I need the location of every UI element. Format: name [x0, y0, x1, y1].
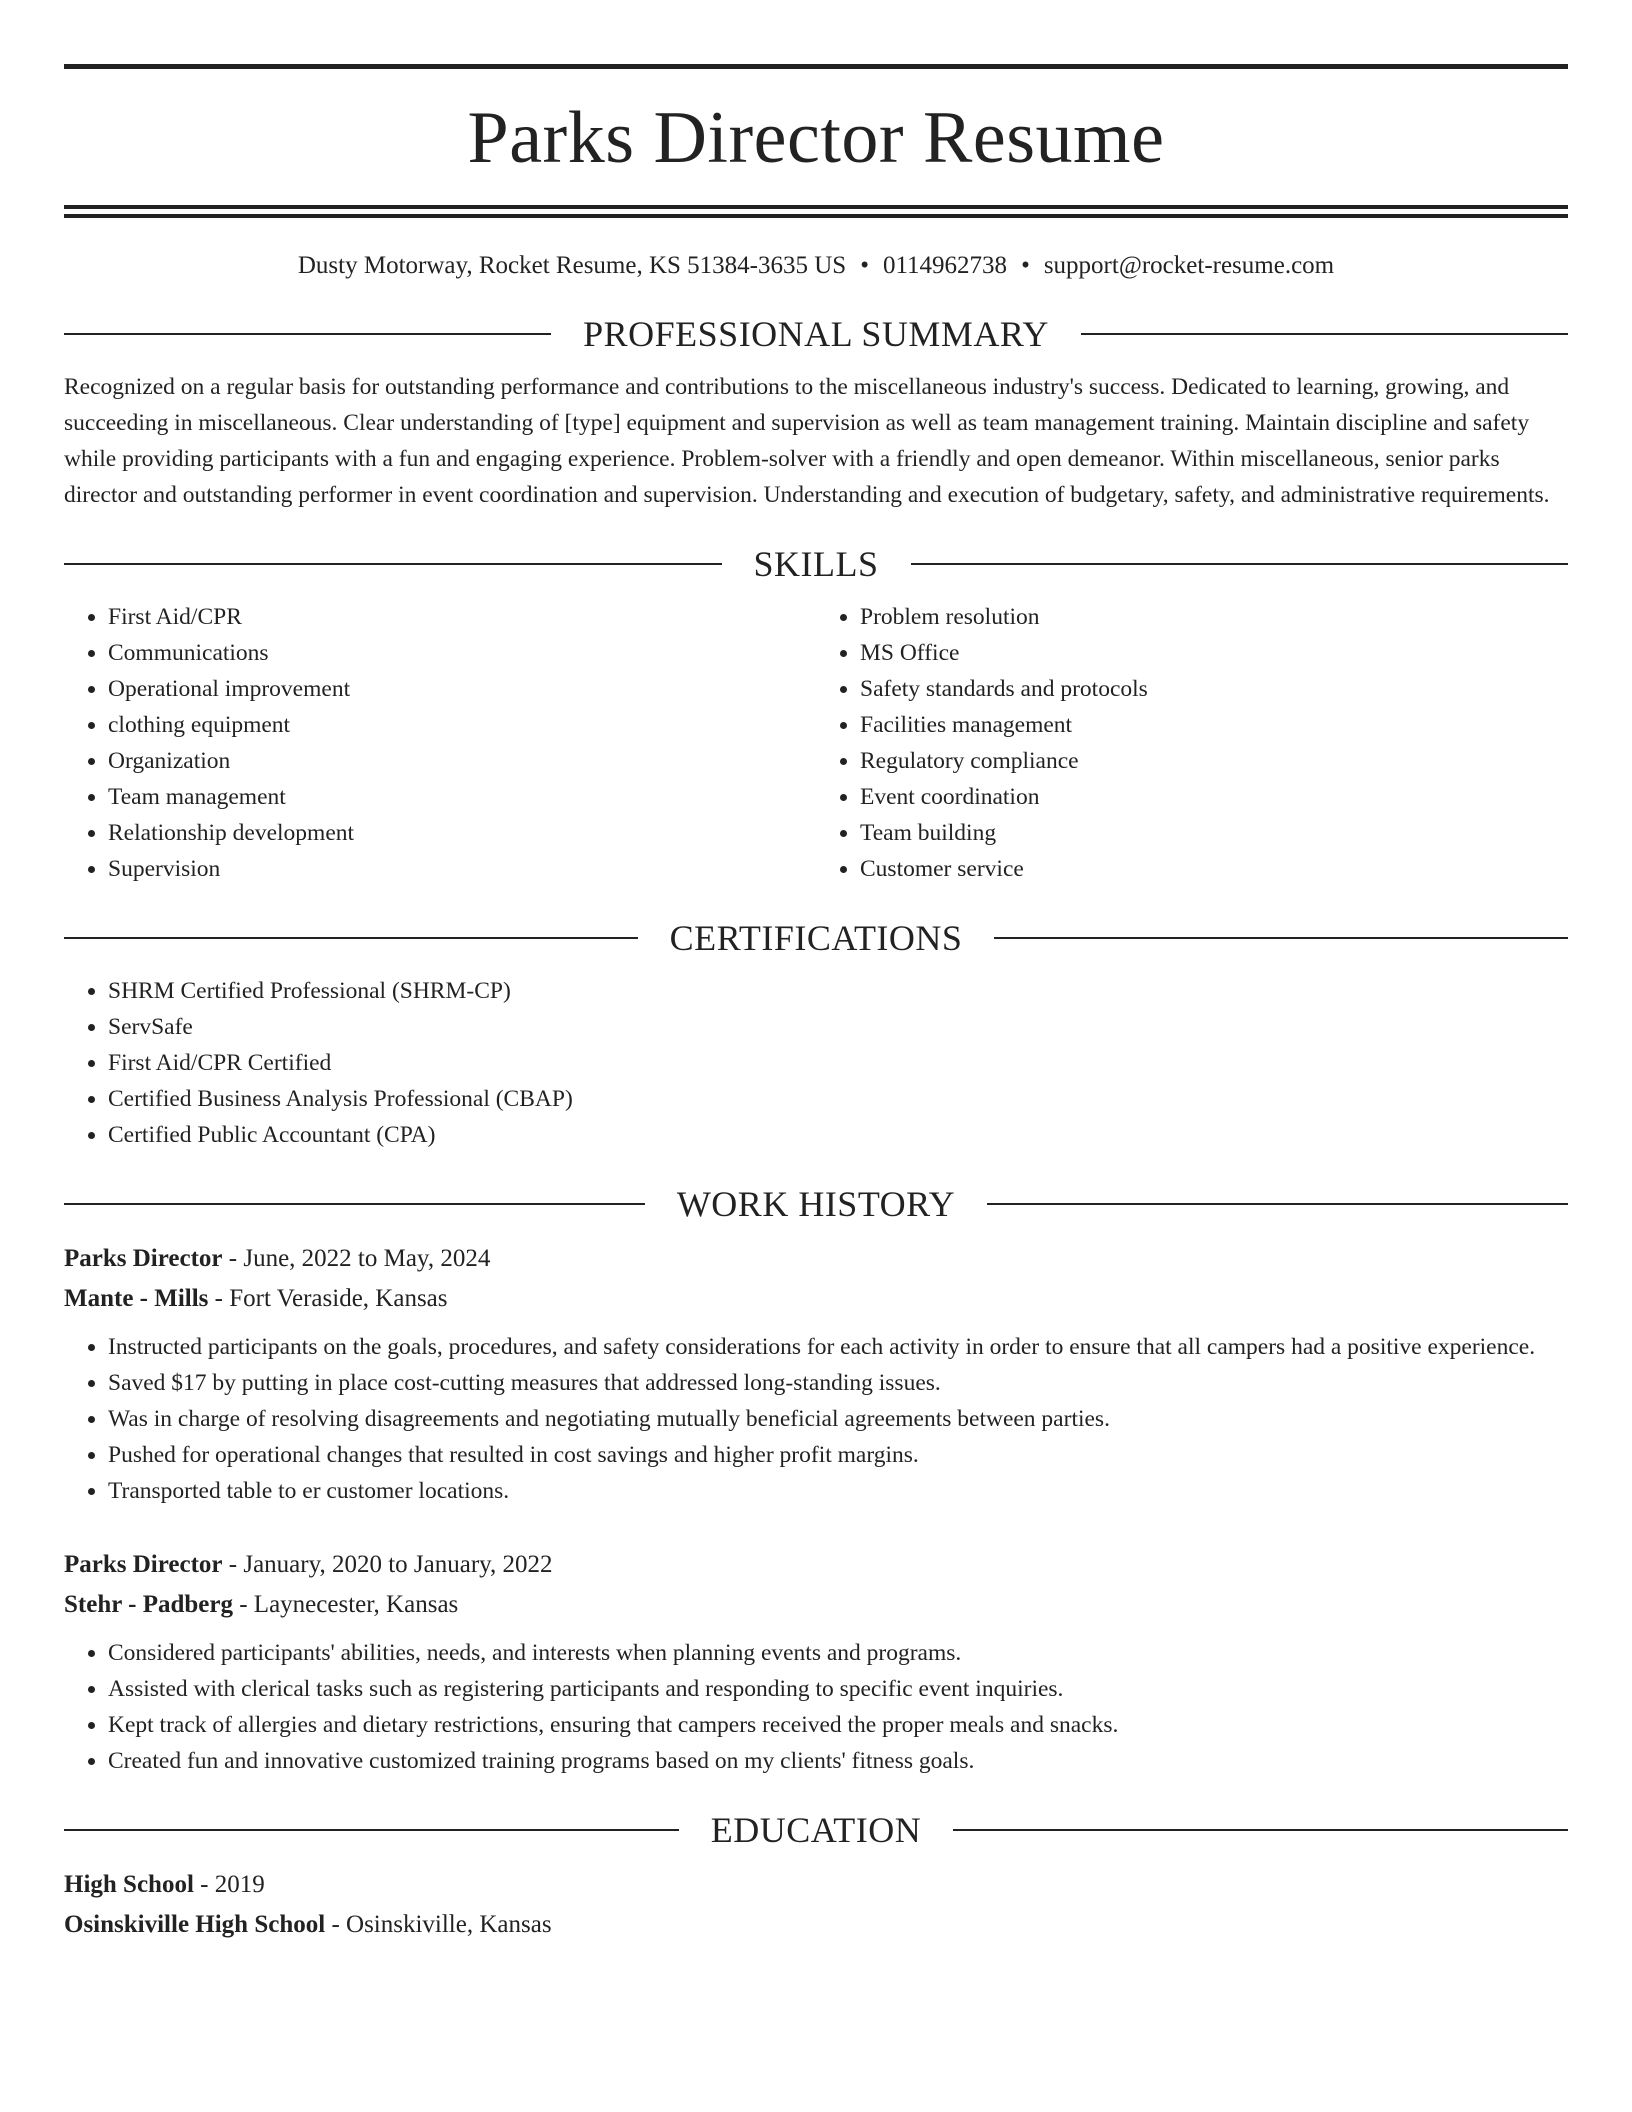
job-bullets: [64, 1635, 1568, 1779]
skills-heading: [64, 543, 1568, 585]
skill-item: • Relationship development: [108, 815, 816, 851]
contact-separator: •: [1021, 252, 1030, 279]
skill-item: • First Aid/CPR: [108, 599, 816, 635]
job-company-line: [64, 1279, 1568, 1319]
job-location: - Laynecester, Kansas: [232, 1590, 459, 1618]
job-entry: [64, 1545, 1568, 1779]
page-title: Parks Director Resume: [467, 97, 1165, 179]
job-company: Stehr - Padberg: [64, 1590, 233, 1618]
certification-item: • Certified Public Accountant (CPA): [108, 1117, 1568, 1153]
job-entry: [64, 1239, 1568, 1509]
job-title: Parks Director: [64, 1550, 223, 1578]
job-title-line: [64, 1239, 1568, 1279]
skill-item: • Team building: [860, 815, 1568, 851]
job-bullet: • Was in charge of resolving disagreements and negotiating mutually beneficial agreements between parties.: [108, 1401, 1568, 1437]
job-company: Mante - Mills: [64, 1284, 209, 1312]
job-bullet: • Instructed participants on the goals, procedures, and safety considerations for each activity in order to ensure that all campers had a positive experience.: [108, 1329, 1568, 1365]
summary-text: Recognized on a regular basis for outstanding performance and contributions to the miscellaneous industry's success. Dedicated to learning, growing, and succeeding in miscellaneous. Clear understanding of [type] equipment and supervision as well as team management training. Maintain discipline and safety while providing participants with a fun and engaging experience. Problem-solver with a friendly and open demeanor. Within miscellaneous, senior parks director and outstanding performer in event coordination and supervision. Understanding and execution of budgetary, safety, and administrative requirements.: [64, 373, 1550, 508]
education-heading: [64, 1809, 1568, 1851]
title-double-rule: [64, 205, 1568, 218]
summary-heading: [64, 313, 1568, 355]
education-school: Osinskiville High School: [64, 1910, 326, 1938]
skill-item: • clothing equipment: [108, 707, 816, 743]
skill-item: • MS Office: [860, 635, 1568, 671]
certification-item: • SHRM Certified Professional (SHRM-CP): [108, 973, 1568, 1009]
job-company-line: [64, 1585, 1568, 1625]
job-bullet: • Created fun and innovative customized training programs based on my clients' fitness goals.: [108, 1743, 1568, 1779]
heading-rule: [64, 333, 551, 335]
skill-item: • Customer service: [860, 851, 1568, 887]
education-year: - 2019: [193, 1870, 265, 1898]
skill-item: • Event coordination: [860, 779, 1568, 815]
education-degree: High School: [64, 1870, 194, 1898]
skill-item: • Communications: [108, 635, 816, 671]
heading-rule: [953, 1829, 1568, 1831]
skill-item: • Supervision: [108, 851, 816, 887]
job-title-line: [64, 1545, 1568, 1585]
contact-line: [64, 250, 1568, 283]
job-title: Parks Director: [64, 1244, 223, 1272]
certification-item: • ServSafe: [108, 1009, 1568, 1045]
education-location: - Osinskiville, Kansas: [325, 1910, 552, 1938]
top-rule: [64, 64, 1568, 69]
skill-item: • Regulatory compliance: [860, 743, 1568, 779]
certifications-heading-label: CERTIFICATIONS: [669, 917, 963, 958]
work-history-heading: [64, 1183, 1568, 1225]
heading-rule: [911, 563, 1569, 565]
job-bullet: • Pushed for operational changes that resulted in cost savings and higher profit margins.: [108, 1437, 1568, 1473]
skills-column-left: [64, 599, 816, 887]
skill-item: • Problem resolution: [860, 599, 1568, 635]
job-bullet: • Considered participants' abilities, needs, and interests when planning events and programs.: [108, 1635, 1568, 1671]
heading-rule: [64, 1203, 645, 1205]
job-bullet: • Transported table to er customer locations.: [108, 1473, 1568, 1509]
skills-column-right: [816, 599, 1568, 887]
education-entry: [64, 1865, 1568, 1945]
certification-item: • First Aid/CPR Certified: [108, 1045, 1568, 1081]
work-history-heading-label: WORK HISTORY: [676, 1183, 956, 1224]
skill-item: • Organization: [108, 743, 816, 779]
heading-rule: [64, 563, 722, 565]
contact-email: support@rocket-resume.com: [1043, 252, 1335, 279]
education-heading-label: EDUCATION: [710, 1809, 922, 1850]
summary-heading-label: PROFESSIONAL SUMMARY: [583, 313, 1049, 354]
contact-phone: 0114962738: [882, 252, 1008, 279]
education-school-line: [64, 1905, 1568, 1945]
heading-rule: [64, 1829, 679, 1831]
skills-list: [64, 599, 1568, 887]
skill-item: • Operational improvement: [108, 671, 816, 707]
education-degree-line: [64, 1865, 1568, 1905]
job-dates: - June, 2022 to May, 2024: [222, 1244, 491, 1272]
job-location: - Fort Veraside, Kansas: [208, 1284, 448, 1312]
job-bullet: • Assisted with clerical tasks such as registering participants and responding to specific event inquiries.: [108, 1671, 1568, 1707]
job-dates: - January, 2020 to January, 2022: [222, 1550, 553, 1578]
skill-item: • Safety standards and protocols: [860, 671, 1568, 707]
heading-rule: [1081, 333, 1568, 335]
skill-item: • Facilities management: [860, 707, 1568, 743]
job-bullet: • Saved $17 by putting in place cost-cutting measures that addressed long-standing issues.: [108, 1365, 1568, 1401]
certifications-heading: [64, 917, 1568, 959]
job-bullet: • Kept track of allergies and dietary restrictions, ensuring that campers received the proper meals and snacks.: [108, 1707, 1568, 1743]
heading-rule: [64, 937, 638, 939]
certifications-list: [64, 973, 1568, 1153]
skills-heading-label: SKILLS: [753, 543, 879, 584]
heading-rule: [994, 937, 1568, 939]
job-bullets: [64, 1329, 1568, 1509]
contact-address: Dusty Motorway, Rocket Resume, KS 51384-3635 US: [297, 252, 847, 279]
skill-item: • Team management: [108, 779, 816, 815]
heading-rule: [987, 1203, 1568, 1205]
contact-separator: •: [860, 252, 869, 279]
certification-item: • Certified Business Analysis Professional (CBAP): [108, 1081, 1568, 1117]
